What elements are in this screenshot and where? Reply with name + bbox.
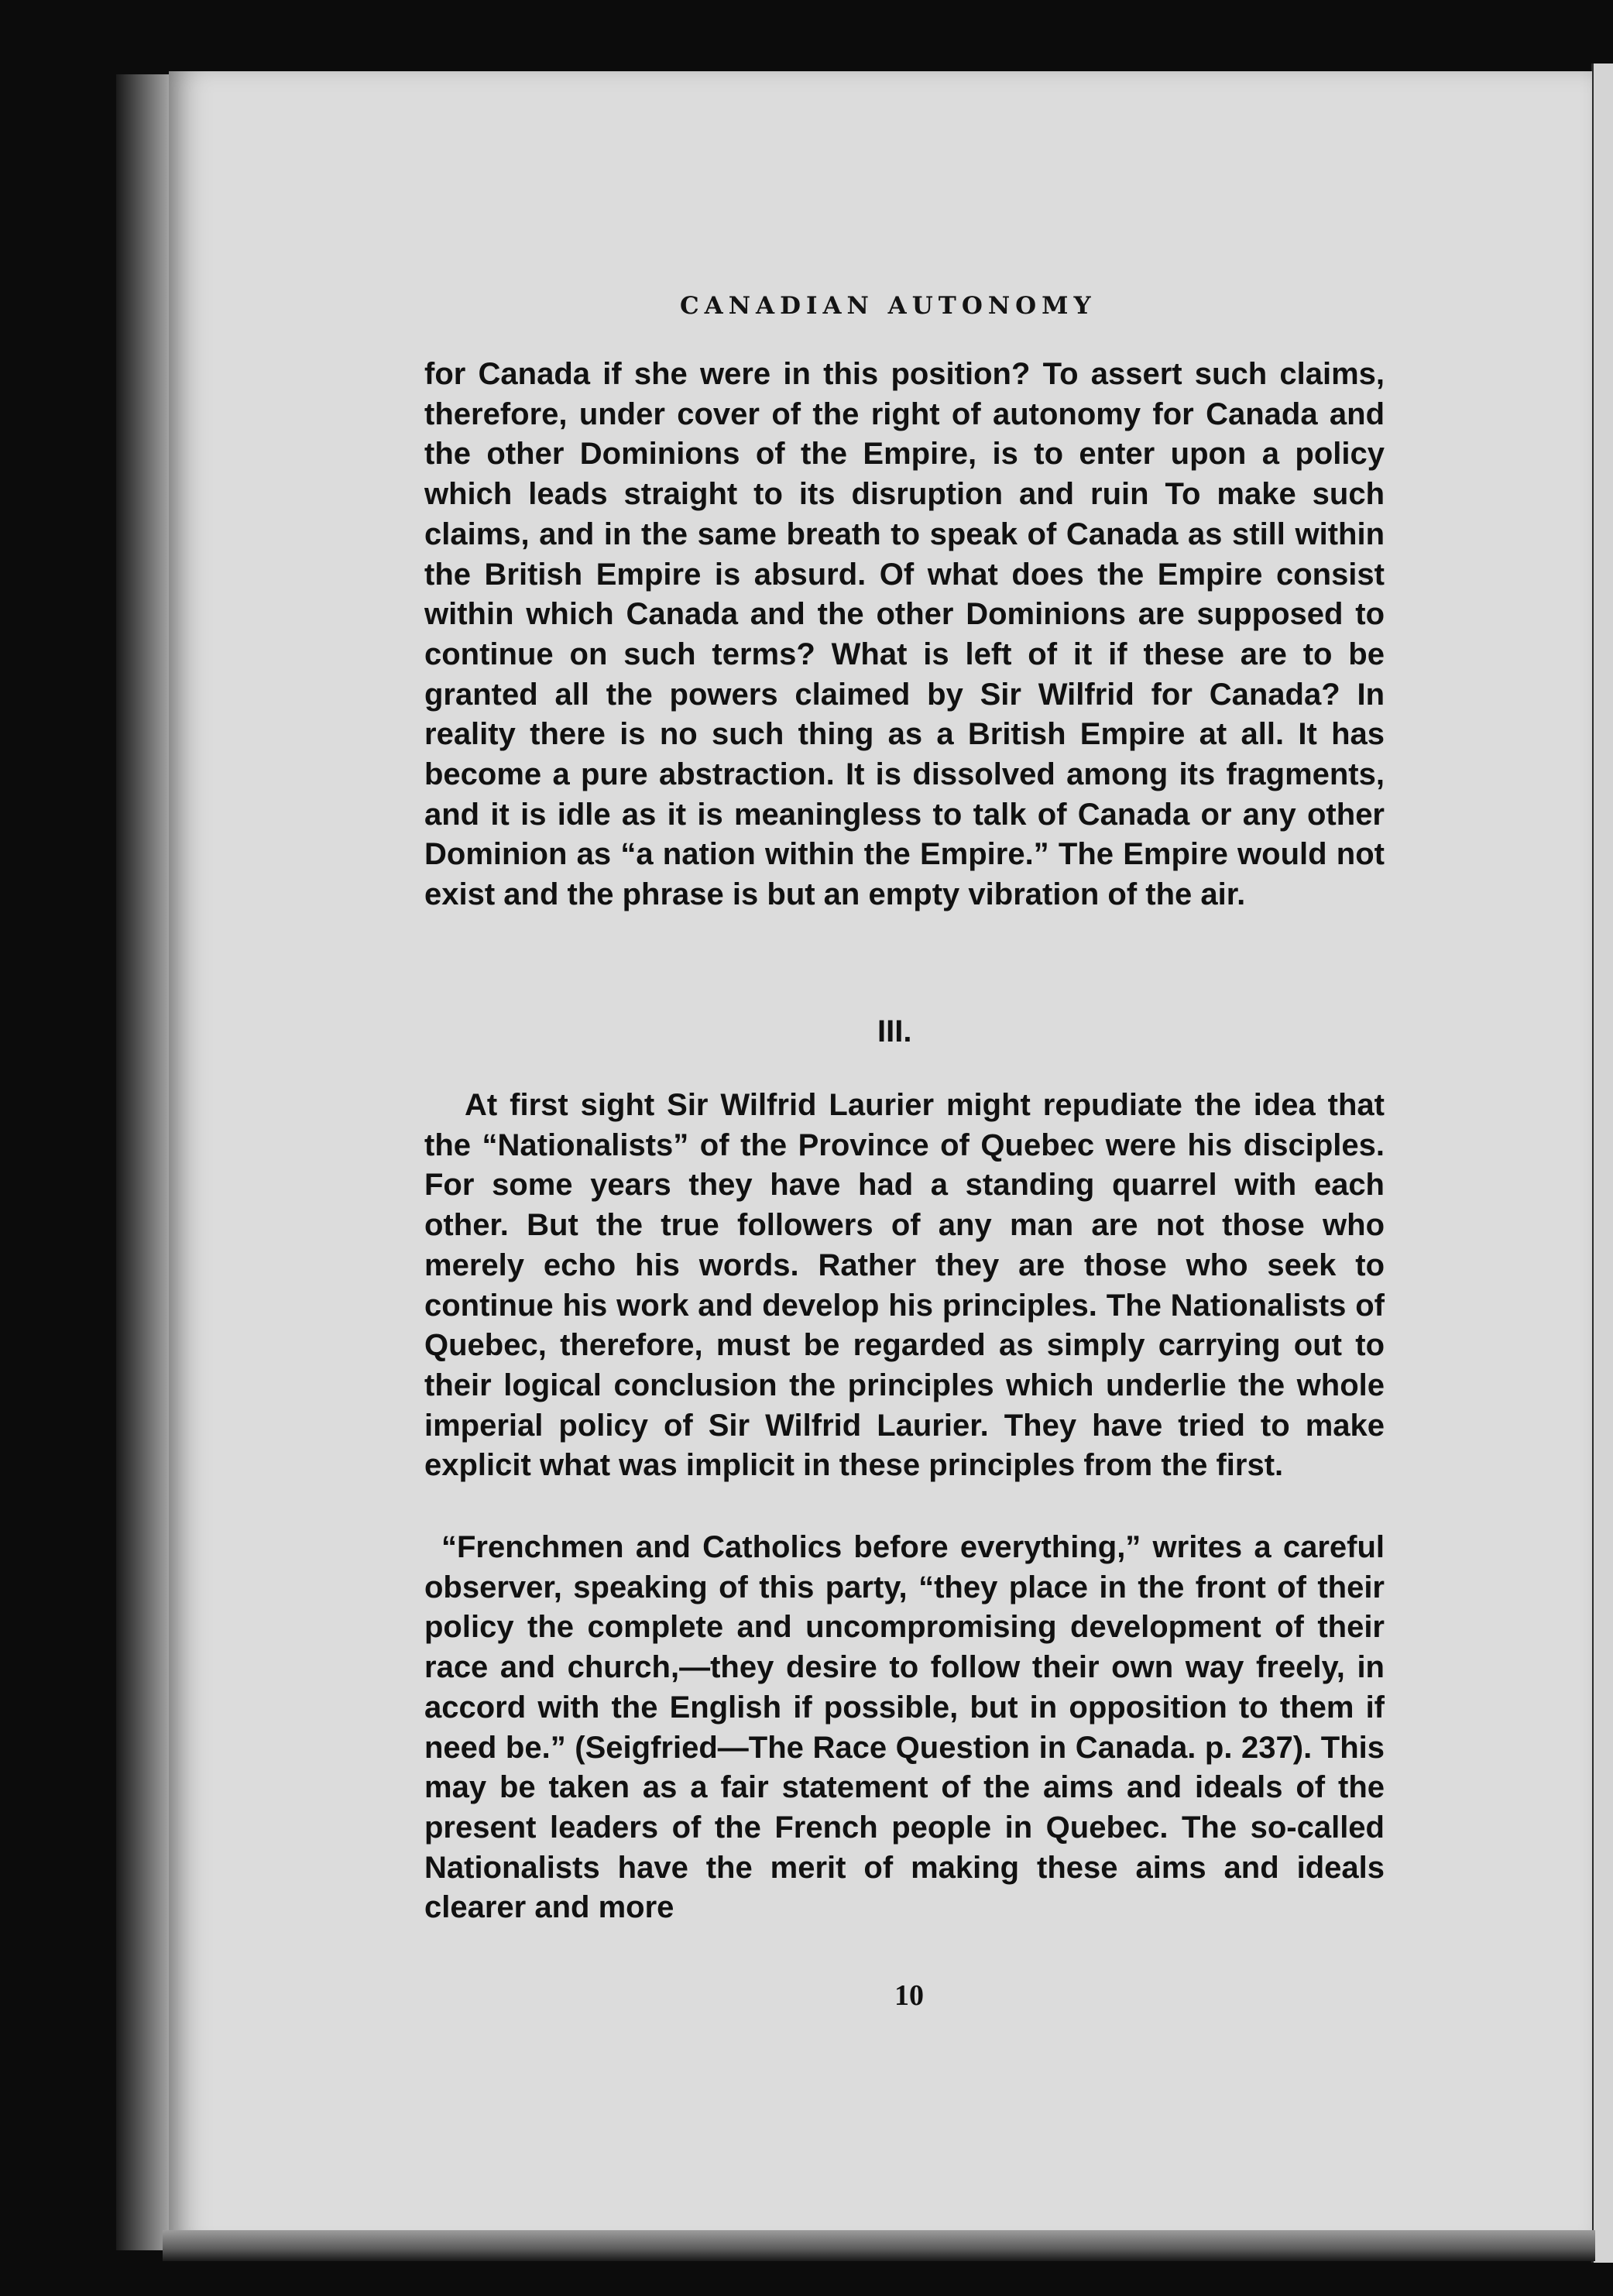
paragraph-2: At first sight Sir Wilfrid Laurier might repudiate the idea that the “Nationalists” of the Province of Quebec were his disciples. For some years they have had a standing quarrel with each other. But the true followers of any man are not those who merely echo his words. Rather they are those who seek to continue his work and develop his principles. The Nationalists of Quebec, therefore, must be regarded as simply carrying out to their logical conclusion the principles which underlie the whole imperial policy of Sir Wilfrid Laurier. They have tried to make explicit what was implicit in these principles from the first. — [424, 1088, 1385, 1483]
page-edge-bottom — [163, 2230, 1595, 2261]
page-number: 10 — [894, 1979, 924, 2012]
adjacent-page-strip — [1591, 63, 1613, 2263]
section-numeral: III. — [877, 1014, 912, 1048]
running-header: CANADIAN AUTONOMY — [680, 292, 1096, 320]
paragraph-1: for Canada if she were in this position? To assert such claims, therefore, under cover of the right of autonomy for Canada and the other Dominions of the Empire, is to enter upon a policy which leads straight to its disruption and ruin To make such claims, and in the same breath to speak of Canada as still within the British Empire is absurd. Of what does the Empire consist within which Canada and the other Dominions are supposed to continue on such terms? What is left of it if these are to be granted all the powers claimed by Sir Wilfrid for Canada? In reality there is no such thing as a British Empire at all. It has become a pure abstraction. It is dissolved among its fragments, and it is idle as it is meaningless to talk of Canada or any other Dominion as “a nation within the Empire.” The Empire would not exist and the phrase is but an empty vibration of the air. — [424, 357, 1385, 912]
paragraph-3: “Frenchmen and Catholics before everything,” writes a careful observer, speaking of this party, “they place in the front of their policy the complete and uncompromising development of their race and church,—they desire to follow their own way freely, in accord with the English if possible, but in opposition to them if need be.” (Seigfried—The Race Question in Canada. p. 237). This may be taken as a fair statement of the aims and ideals of the present leaders of the French people in Quebec. The so-called Nationalists have the merit of making these aims and ideals clearer and more — [424, 1530, 1385, 1925]
